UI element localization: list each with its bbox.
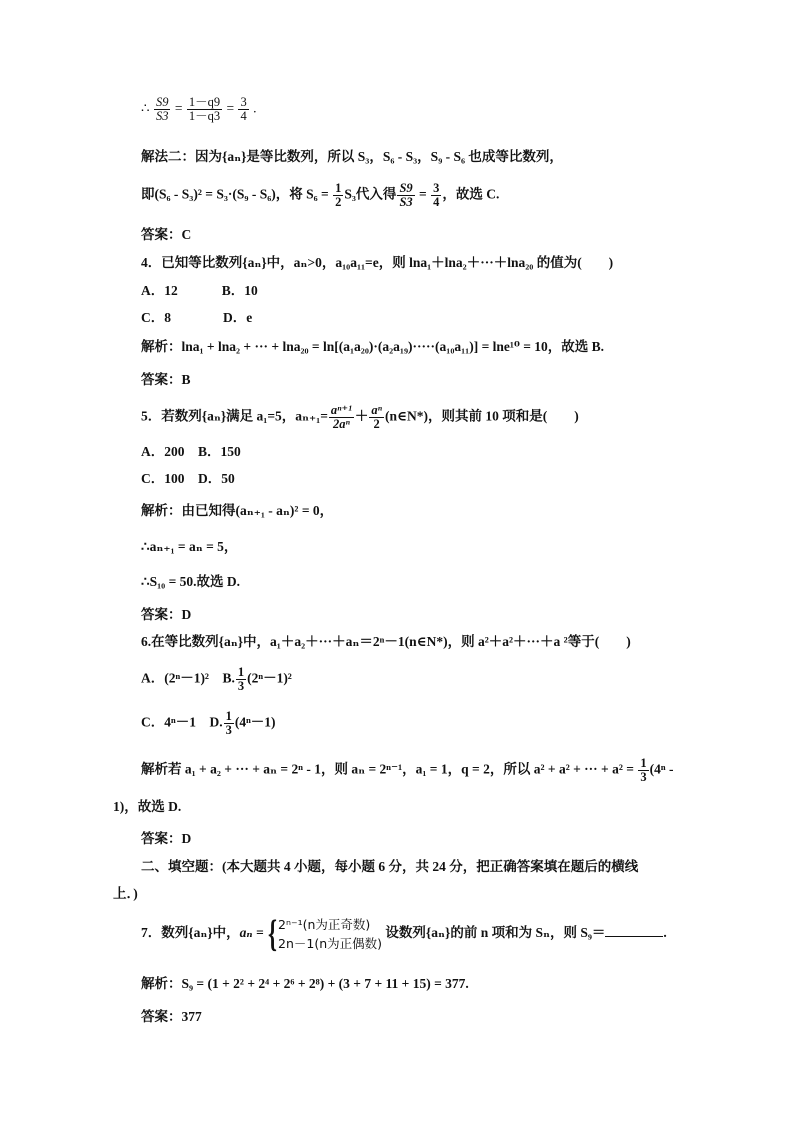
question-7-analysis: 解析：S₉ = (1 + 2² + 2⁴ + 2⁶ + 2⁸) + (3 + 7 + 11 + 15) = 377. xyxy=(141,976,469,991)
ratio-equation: ∴ $\frac{S9}{S3}$ = $\frac{1-q9}{1-q3}$ = $\frac{3}{4}$ . xyxy=(141,95,257,123)
s9-s3-fraction: $\frac{S9}{S3}$ xyxy=(399,181,413,209)
question-5-analysis-1: 解析：由已知得(aₙ₊₁ - aₙ)² = 0， xyxy=(141,503,334,518)
section-2-heading: 二、填空题：(本大题共 4 小题，每小题 6 分，共 24 分，把正确答案填在题后的横线 xyxy=(141,859,639,874)
q6-option-b-fraction: $\frac{1}{3}$ xyxy=(237,665,245,693)
question-5-analysis-3: ∴S₁₀ = 50.故选 D. xyxy=(141,574,241,589)
method2-line2: 即(S₆ - S₃)² = S₃·(S₉ - S₆)，将 S₆ = $\frac{1}{2}$ S₃代入得 $\frac{S9}{S3}$ = $\frac{3}{4}$ ，故选 C. xyxy=(141,181,500,209)
question-4-stem: 4．已知等比数列{aₙ}中，aₙ>0，a₁₀a₁₁=e，则 lna₁＋lna₂＋···＋lna₂₀ 的值为( ) xyxy=(141,255,614,270)
method2-line1: 解法二：因为{aₙ}是等比数列，所以 S₃，S₆ - S₃，S₉ - S₆ 也成等比数列， xyxy=(141,149,563,164)
q5-fraction-2: $\frac{\text{aⁿ}}{2}$ xyxy=(371,403,382,431)
question-6-options-cd: C．4ⁿ－1 D. $\frac{1}{3}$ (4ⁿ－1) xyxy=(141,709,276,737)
ratio-fraction-s: $\frac{S9}{S3}$ xyxy=(155,95,169,123)
therefore-symbol: ∴ xyxy=(141,100,150,116)
question-4-analysis: 解析：lna₁ + lna₂ + ··· + lna₂₀ = ln[(a₁a₂₀)·(a₂a₁₉)·····(a₁₀a₁₁)] = lne¹⁰ = 10，故选 B. xyxy=(141,339,605,354)
question-6-stem: 6.在等比数列{aₙ}中，a₁＋a₂＋···＋aₙ＝2ⁿ－1(n∈N*)，则 a²＋a²＋···＋a ²等于( ) xyxy=(141,634,631,649)
three-quarters-fraction: $\frac{3}{4}$ xyxy=(433,181,440,209)
ratio-fraction-value: $\frac{3}{4}$ xyxy=(240,95,247,123)
question-6-options-ab: A．(2ⁿ－1)² B. $\frac{1}{3}$ (2ⁿ－1)² xyxy=(141,665,292,693)
q5-fraction-1: $\frac{\text{aⁿ⁺¹}}{\text{2aⁿ}}$ xyxy=(330,403,352,431)
q6-option-d-fraction: $\frac{1}{3}$ xyxy=(225,709,232,737)
question-5-options-cd: C．100 D．50 xyxy=(141,471,235,486)
half-fraction: $\frac{1}{2}$ xyxy=(335,181,342,209)
cases-brace: { xyxy=(268,913,278,955)
ratio-fraction-q: $\frac{1-q9}{1-q3}$ xyxy=(188,95,221,123)
answer-blank xyxy=(605,924,663,937)
answer-3: 答案：C xyxy=(141,227,192,242)
question-5-stem: 5．若数列{aₙ}满足 a₁=5，aₙ₊₁= $\frac{\text{aⁿ⁺¹}}{\text{2aⁿ}}$ ＋ $\frac{\text{aⁿ}}{2}$ (n∈N*)，则其前 10 项和是( ) xyxy=(141,403,579,431)
question-6-analysis: 解析若 a₁ + a₂ + ··· + aₙ = 2ⁿ - 1，则 aₙ = 2ⁿ⁻¹，a₁ = 1，q = 2，所以 a² + a² + ··· + a² = $\frac{1}{3}$ (4ⁿ - xyxy=(141,756,674,784)
section-2-heading-cont: 上．) xyxy=(113,886,138,901)
answer-5: 答案：D xyxy=(141,607,192,622)
question-4-options-cd: C．8 D．e xyxy=(141,310,253,325)
answer-4: 答案：B xyxy=(141,372,191,387)
question-7-stem: 7．数列{aₙ}中，aₙ = { 2ⁿ⁻¹(n为正奇数) 2n－1(n为正偶数) 设数列{aₙ}的前 n 项和为 Sₙ，则 S₉＝ . xyxy=(141,913,667,955)
q6-analysis-fraction: $\frac{1}{3}$ xyxy=(640,756,647,784)
answer-7: 答案：377 xyxy=(141,1009,202,1024)
question-4-options-ab: A．12 B．10 xyxy=(141,283,258,298)
question-5-analysis-2: ∴aₙ₊₁ = aₙ = 5， xyxy=(141,539,238,554)
piecewise-cases: 2ⁿ⁻¹(n为正奇数) 2n－1(n为正偶数) xyxy=(278,917,383,951)
question-6-analysis-cont: 1)，故选 D. xyxy=(113,799,182,814)
answer-6: 答案：D xyxy=(141,831,192,846)
question-5-options-ab: A．200 B．150 xyxy=(141,444,241,459)
